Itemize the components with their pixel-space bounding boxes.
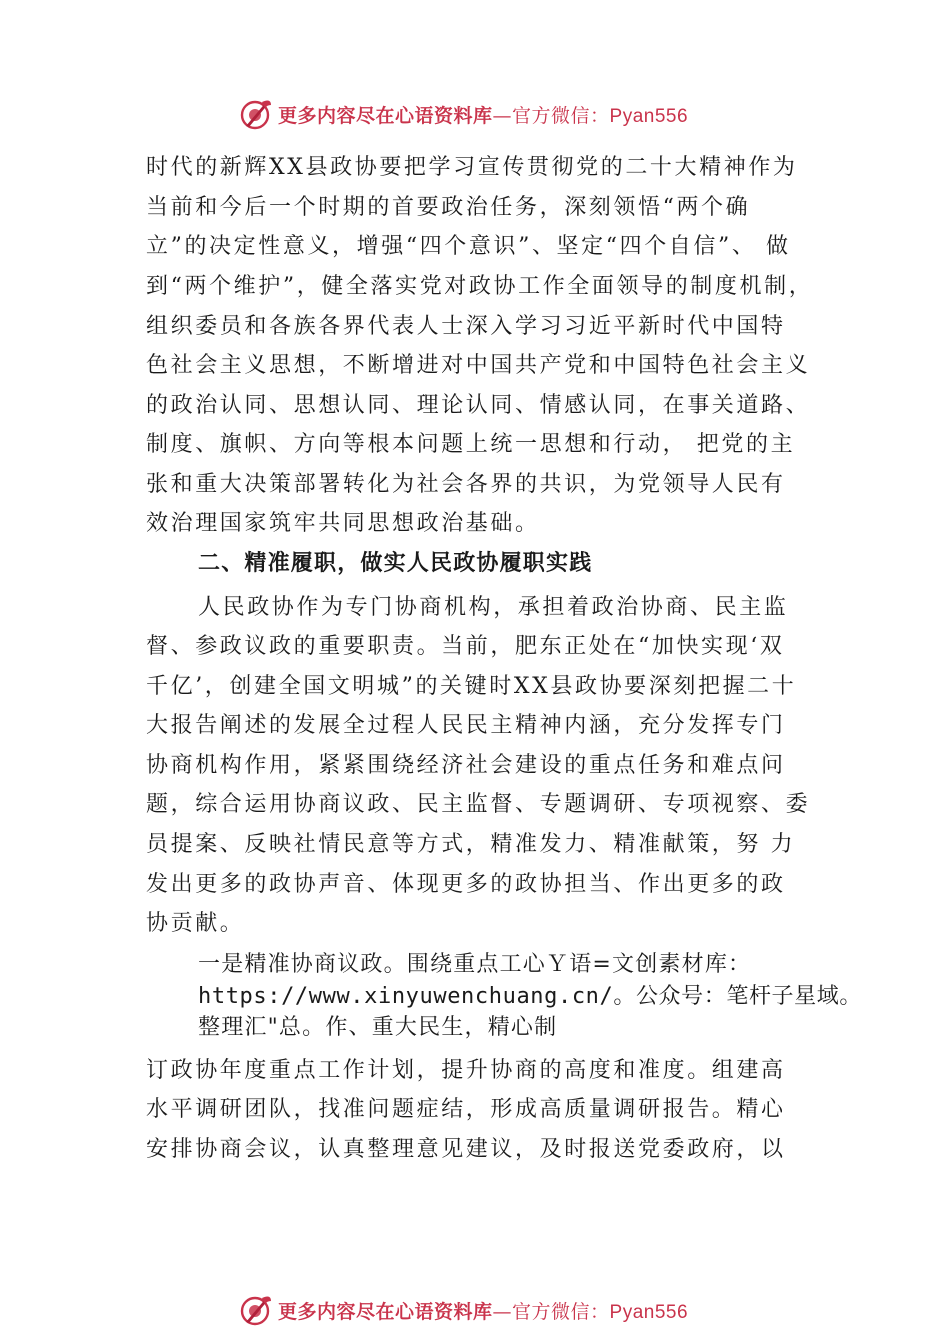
- quill-logo-icon: [238, 1292, 274, 1328]
- paragraph-line: 张和重大决策部署转化为社会各界的共识，为党领导人民有: [146, 472, 786, 497]
- paragraph-line: 协贡献。: [146, 911, 245, 936]
- paragraph-line: 安排协商会议，认真整理意见建议，及时报送党委政府，以: [146, 1137, 786, 1162]
- paragraph-line: 制度、旗帜、方向等根本问题上统一思想和行动， 把党的主: [146, 432, 796, 457]
- quill-logo-icon: [238, 96, 274, 132]
- paragraph-line: 水平调研团队，找准问题症结，形成高质量调研报告。精心: [146, 1097, 786, 1122]
- paragraph-line: 到“两个维护”，健全落实党对政协工作全面领导的制度机制，: [146, 274, 814, 299]
- paragraph-line: 当前和今后一个时期的首要政治任务，深刻领悟“两个确: [146, 195, 751, 220]
- banner-text: [278, 101, 688, 128]
- paragraph-line: 组织委员和各族各界代表人士深入学习习近平新时代中国特: [146, 314, 786, 339]
- insert-rest-text: 。公众号：笔杆子星域。: [613, 984, 862, 1009]
- banner-official-label: 官方微信：: [512, 1300, 610, 1323]
- banner-dash: —: [492, 1300, 513, 1323]
- paragraph-line: 督、参政议政的重要职责。当前，肥东正处在“加快实现‘双: [146, 634, 785, 659]
- banner-text: [278, 1297, 688, 1324]
- insert-line: 整理汇"总。作、重大民生，精心制: [198, 1015, 558, 1040]
- paragraph-line: 发出更多的政协声音、体现更多的政协担当、作出更多的政: [146, 872, 786, 897]
- insert-line-2: [198, 983, 862, 1011]
- source-url-link[interactable]: https://www.xinyuwenchuang.cn/: [198, 984, 614, 1009]
- paragraph-line: 员提案、反映社情民意等方式，精准发力、精准献策，努 力: [146, 832, 796, 857]
- section-heading: 二、精准履职，做实人民政协履职实践: [198, 551, 593, 576]
- banner-dash: —: [492, 104, 513, 127]
- paragraph-line: 的政治认同、思想认同、理论认同、情感认同，在事关道路、: [146, 393, 811, 418]
- paragraph-line: 协商机构作用，紧紧围绕经济社会建设的重点任务和难点问: [146, 753, 786, 778]
- insert-line: 一是精准协商议政。围绕重点工心Ｙ语=文创素材库：: [198, 952, 752, 977]
- banner-official-label: 官方微信：: [512, 104, 610, 127]
- paragraph-line: 立”的决定性意义，增强“四个意识”、坚定“四个自信”、 做: [146, 234, 791, 259]
- paragraph-line: 时代的新辉XX县政协要把学习宣传贯彻党的二十大精神作为: [146, 155, 798, 180]
- banner-library-name: 更多内容尽在心语资料库: [278, 1300, 493, 1323]
- paragraph-line: 色社会主义思想，不断增进对中国共产党和中国特色社会主义: [146, 353, 811, 378]
- paragraph-line: 人民政协作为专门协商机构，承担着政治协商、民主监: [198, 595, 789, 620]
- paragraph-line: 订政协年度重点工作计划，提升协商的高度和准度。组建高: [146, 1058, 786, 1083]
- paragraph-line: 千亿’，创建全国文明城”的关键时XX县政协要深刻把握二十: [146, 674, 797, 699]
- paragraph-line: 题，综合运用协商议政、民主监督、专题调研、专项视察、委: [146, 792, 811, 817]
- banner-wechat-id: Pyan556: [609, 1301, 689, 1323]
- banner-wechat-id: Pyan556: [609, 105, 689, 127]
- paragraph-line: 大报告阐述的发展全过程人民民主精神内涵，充分发挥专门: [146, 713, 786, 738]
- paragraph-line: 效治理国家筑牢共同思想政治基础。: [146, 511, 540, 536]
- header-watermark-banner: [238, 94, 758, 134]
- footer-watermark-banner: [238, 1290, 758, 1330]
- banner-library-name: 更多内容尽在心语资料库: [278, 104, 493, 127]
